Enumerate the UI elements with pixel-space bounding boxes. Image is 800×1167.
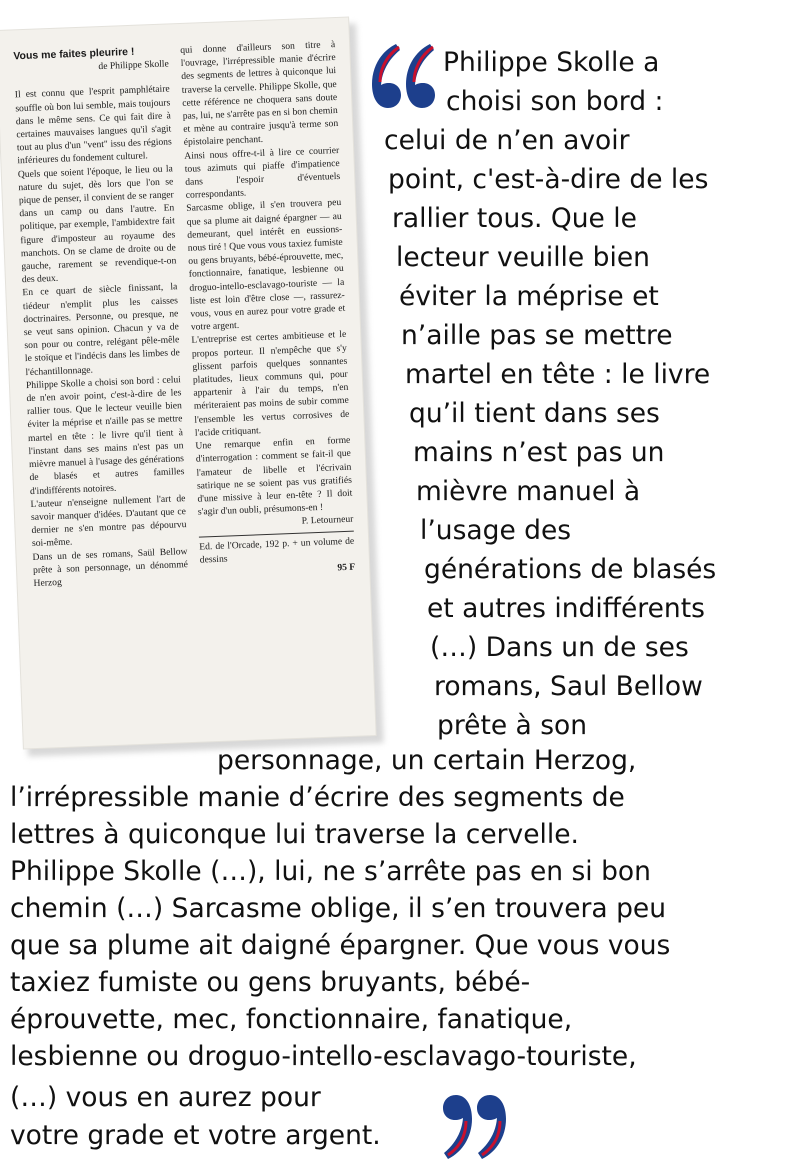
close-quote-mark-right (477, 1095, 506, 1159)
open-quote-mark-left (372, 44, 401, 108)
quote-line: l’usage des (420, 515, 572, 546)
open-quote-mark-right (406, 44, 435, 108)
quote-line: et autres indifférents (427, 593, 705, 624)
quote-line: celui de n’en avoir (384, 125, 630, 156)
clipping-column-2 (180, 38, 361, 723)
clipping-paragraph: L'entreprise est certes ambitieuse et le propos porteur. Il n'empêche que s'y glissent parfois quelques sonnantes platitudes, lieux communs qui, pour appartenir à l'air du temps, n'en mériteraient pas moins de subir comme l'ensemble les vertus corrosives de l'acide critiquant. (191, 329, 350, 439)
clipping-signature: P. Letourneur (301, 513, 354, 527)
quote-line: choisi son bord : (446, 86, 664, 117)
quote-line: générations de blasés (424, 554, 717, 585)
clipping-paragraph: Sarcasme oblige, il s'en trouvera peu que sa plume ait daigné épargner — au demeurant, quel intérêt en eussions-nous tiré ! Que vous vous taxiez fumiste ou gens bruyants, bébé-éprouvette, mec, fonctionnaire, fanatique, lesbienne ou droguo-intello-esclavago-touriste — la liste est loin d'être close —, rassurez-vous, vous en aurez pour votre grade et votre argent. (186, 197, 346, 334)
quote-line: romans, Saul Bellow (434, 671, 703, 702)
quote-line: éviter la méprise et (399, 281, 659, 312)
clipping-paragraph: Ainsi nous offre-t-il à lire ce courrier tous azimuts qui piaffe d'impatience dans l'espoir d'éventuels correspondants. (184, 144, 341, 202)
quote-line: votre grade et votre argent. (10, 1120, 381, 1151)
quote-line: Philippe Skolle (…), lui, ne s’arrête pas en si bon (10, 856, 651, 887)
clipping-price: 95 F (337, 561, 356, 574)
clipping-columns (13, 38, 361, 730)
clipping-reference-box (199, 530, 355, 566)
clipping-paragraph: qui donne d'ailleurs son titre à l'ouvrage, l'irrépressible manie d'écrire des segments de lettres à quiconque lui traverse la cervelle. Philippe Skolle, que cette référence ne choquera sans doute pas, lui, ne s'arrête pas en si bon chemin et mène au contraire jusqu'à terme son épistolaire penchant. (180, 39, 339, 149)
quote-line: rallier tous. Que le (392, 203, 637, 234)
quote-line: qu’il tient dans ses (409, 398, 660, 429)
clipping-paragraph: Dans un de ses romans, Saül Bellow prête à son personnage, un dénommé Herzog (32, 545, 189, 589)
quote-line: l’irrépressible manie d’écrire des segments de (10, 782, 625, 813)
clipping-column-1 (13, 44, 194, 729)
quote-line: mièvre manuel à (416, 476, 641, 507)
quote-line: éprouvette, mec, fonctionnaire, fanatique, (10, 1004, 573, 1035)
quote-line: (…) Dans un de ses (430, 632, 689, 663)
clipping-paragraph: L'auteur n'enseigne nullement l'art de savoir manquer d'idées. D'autant que ce dernier ne s'en montre pas dépourvu soi-même. (30, 492, 187, 550)
clipping-reference: Ed. de l'Orcade, 192 p. + un volume de dessins (199, 535, 355, 566)
quote-line: prête à son (437, 710, 588, 741)
quote-line: martel en tête : le livre (405, 359, 711, 390)
quote-line: lesbienne ou droguo-intello-esclavago-touriste, (10, 1041, 637, 1072)
clipping-title: Vous me faites pleurire ! (13, 45, 135, 63)
clipping-paragraph: Quels que soient l'époque, le lieu ou la nature du sujet, dès lors que l'on se pique de penser, il convient de se ranger dans un camp ou dans l'autre. En politique, par exemple, l'ambidextre fait figure d'imposteur au royaume des manchots. On se clame de droite ou de gauche, rarement se revendique-t-on des deux. (17, 162, 177, 286)
open-quote-icon (366, 38, 438, 118)
newspaper-clipping (0, 18, 376, 749)
clipping-byline: de Philippe Skolle (98, 58, 169, 73)
quote-line: que sa plume ait daigné épargner. Que vous vous (10, 930, 671, 961)
close-quote-icon (440, 1085, 512, 1165)
quote-line: Philippe Skolle a (443, 47, 660, 78)
clipping-paragraph: Il est connu que l'esprit pamphlétaire souffle où bon lui semble, mais toujours dans le même sens. Ce qui fait dire à certaines mauvaises langues qu'il s'agit tout au plus d'un "vent" issu des régions inférieures du fondement culturel. (14, 83, 172, 167)
clipping-paragraph: Philippe Skolle a choisi son bord : celui de n'en avoir point, c'est-à-dire de les rallier tous. Que le lecteur veuille bien éviter la méprise et n'aille pas se mettre martel en tête : le livre qu'il tient à l'instant dans ses mains n'est pas un mièvre manuel à l'usage des générations de blasés et autres familles d'indifférents notoires. (25, 374, 185, 497)
clipping-paragraph: Une remarque enfin en forme d'interrogation : comment se fait-il que l'amateur de libelle et l'écrivain satirique ne se soient pas vus gratifiés d'une missive à leur en-tête ? Il doit s'agir d'un oubli, présumons-en ! (195, 434, 353, 518)
quote-line: lecteur veuille bien (396, 242, 650, 273)
quote-line: chemin (…) Sarcasme oblige, il s’en trouvera peu (10, 893, 667, 924)
quote-line: lettres à quiconque lui traverse la cervelle. (10, 819, 579, 850)
quote-line: n’aille pas se mettre (401, 320, 673, 351)
close-quote-mark-left (443, 1095, 472, 1159)
clipping-paragraph: En ce quart de siècle finissant, la tiédeur n'emplit plus les caisses doctrinaires. Personne, ou presque, ne se veut sans opinion. Chacun y va de son pour ou contre, relégant pêle-mêle le stoïque et l'indécis dans les limbes de l'échantillonnage. (22, 281, 181, 378)
quote-line: (…) vous en aurez pour (10, 1082, 321, 1113)
quote-line: point, c'est-à-dire de les (388, 164, 709, 195)
quote-line: personnage, un certain Herzog, (217, 745, 637, 776)
quote-line: taxiez fumiste ou gens bruyants, bébé- (10, 967, 531, 998)
quote-line: mains n’est pas un (413, 437, 665, 468)
